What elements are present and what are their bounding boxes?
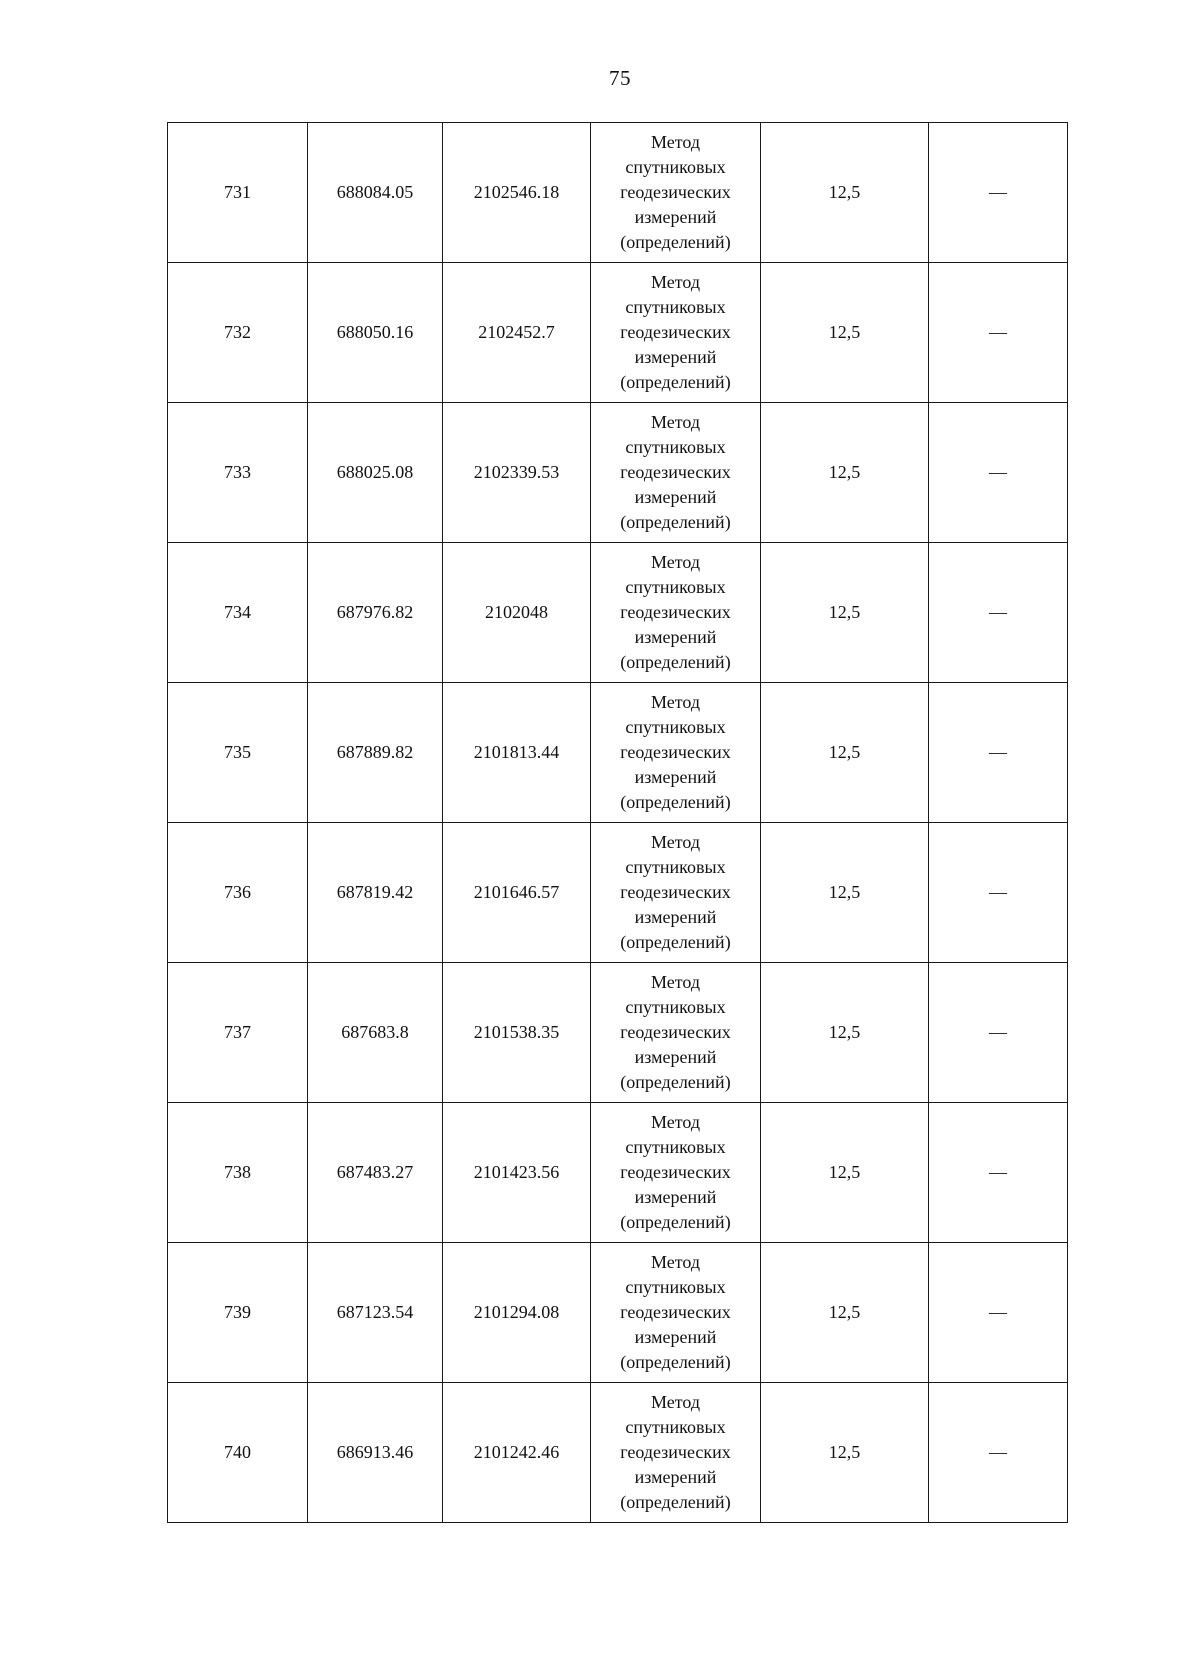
y-coordinate-cell [443,963,591,1103]
description-cell [929,1103,1068,1243]
accuracy-cell [761,823,929,963]
method-cell [591,1103,761,1243]
y-coordinate-cell [443,123,591,263]
y-coordinate-text: 2101646.57 [473,882,560,902]
description-text: — [989,1302,1007,1322]
table-row [168,1383,1068,1523]
point-number-cell [168,263,308,403]
description-cell [929,263,1068,403]
description-cell [929,123,1068,263]
accuracy-cell [761,683,929,823]
y-coordinate-cell [443,823,591,963]
method-text: Метод спутниковых геодезических измерений (определений) [620,832,731,952]
x-coordinate-text: 687123.54 [336,1302,414,1322]
description-cell [929,1243,1068,1383]
accuracy-cell [761,963,929,1103]
point-number-text: 734 [224,602,251,622]
accuracy-text: 12,5 [828,182,861,202]
description-cell [929,1383,1068,1523]
description-cell [929,823,1068,963]
description-cell [929,683,1068,823]
method-text: Метод спутниковых геодезических измерений (определений) [620,1112,731,1232]
description-text: — [989,602,1007,622]
description-text: — [989,1022,1007,1042]
method-cell [591,1243,761,1383]
point-number-text: 738 [224,1162,251,1182]
point-number-cell [168,963,308,1103]
description-cell [929,963,1068,1103]
description-cell [929,543,1068,683]
x-coordinate-text: 688025.08 [336,462,414,482]
x-coordinate-text: 688050.16 [336,322,414,342]
point-number-text: 736 [224,882,251,902]
table-row [168,683,1068,823]
method-text: Метод спутниковых геодезических измерений (определений) [620,132,731,252]
point-number-text: 731 [224,182,251,202]
y-coordinate-text: 2102048 [485,602,548,622]
point-number-cell [168,823,308,963]
method-cell [591,263,761,403]
table-row [168,823,1068,963]
method-text: Метод спутниковых геодезических измерений (определений) [620,412,731,532]
description-text: — [989,462,1007,482]
y-coordinate-text: 2101813.44 [473,742,560,762]
method-cell [591,543,761,683]
point-number-cell [168,543,308,683]
description-cell [929,403,1068,543]
method-cell [591,123,761,263]
method-text: Метод спутниковых геодезических измерений (определений) [620,972,731,1092]
y-coordinate-cell [443,263,591,403]
x-coordinate-cell [308,403,443,543]
method-text: Метод спутниковых геодезических измерений (определений) [620,692,731,812]
method-text: Метод спутниковых геодезических измерений (определений) [620,1252,731,1372]
x-coordinate-text: 687819.42 [336,882,414,902]
method-text: Метод спутниковых геодезических измерений (определений) [620,272,731,392]
point-number-text: 732 [224,322,251,342]
accuracy-text: 12,5 [828,462,861,482]
accuracy-cell [761,263,929,403]
accuracy-text: 12,5 [828,1302,861,1322]
x-coordinate-cell [308,1243,443,1383]
accuracy-text: 12,5 [828,322,861,342]
y-coordinate-text: 2101242.46 [473,1442,560,1462]
accuracy-cell [761,123,929,263]
table-row [168,263,1068,403]
method-text: Метод спутниковых геодезических измерений (определений) [620,552,731,672]
point-number-text: 735 [224,742,251,762]
point-number-cell [168,1243,308,1383]
x-coordinate-text: 687683.8 [341,1022,409,1042]
method-cell [591,963,761,1103]
table-row [168,963,1068,1103]
x-coordinate-cell [308,263,443,403]
x-coordinate-text: 687483.27 [336,1162,414,1182]
y-coordinate-text: 2102546.18 [473,182,560,202]
accuracy-cell [761,403,929,543]
x-coordinate-text: 688084.05 [336,182,414,202]
accuracy-text: 12,5 [828,1162,861,1182]
description-text: — [989,1442,1007,1462]
point-number-cell [168,123,308,263]
accuracy-cell [761,1383,929,1523]
table-row [168,1103,1068,1243]
accuracy-text: 12,5 [828,1022,861,1042]
x-coordinate-cell [308,963,443,1103]
x-coordinate-cell [308,823,443,963]
coordinates-table [167,122,1068,1523]
table-row [168,1243,1068,1383]
y-coordinate-text: 2102339.53 [473,462,560,482]
accuracy-text: 12,5 [828,1442,861,1462]
point-number-text: 739 [224,1302,251,1322]
table-row [168,123,1068,263]
y-coordinate-cell [443,683,591,823]
table-row [168,543,1068,683]
x-coordinate-text: 687976.82 [336,602,414,622]
y-coordinate-cell [443,1103,591,1243]
y-coordinate-text: 2101294.08 [473,1302,560,1322]
x-coordinate-cell [308,543,443,683]
x-coordinate-cell [308,683,443,823]
description-text: — [989,882,1007,902]
accuracy-text: 12,5 [828,882,861,902]
x-coordinate-cell [308,1103,443,1243]
x-coordinate-cell [308,1383,443,1523]
y-coordinate-cell [443,403,591,543]
method-cell [591,683,761,823]
point-number-cell [168,1383,308,1523]
y-coordinate-cell [443,543,591,683]
page-number: 75 [609,66,631,90]
accuracy-cell [761,1243,929,1383]
y-coordinate-cell [443,1243,591,1383]
x-coordinate-text: 687889.82 [336,742,414,762]
accuracy-cell [761,1103,929,1243]
description-text: — [989,182,1007,202]
y-coordinate-cell [443,1383,591,1523]
point-number-cell [168,1103,308,1243]
method-cell [591,403,761,543]
point-number-text: 733 [224,462,251,482]
point-number-cell [168,683,308,823]
point-number-text: 740 [224,1442,251,1462]
table-body [168,123,1068,1523]
method-cell [591,1383,761,1523]
x-coordinate-cell [308,123,443,263]
method-text: Метод спутниковых геодезических измерений (определений) [620,1392,731,1512]
y-coordinate-text: 2102452.7 [478,322,555,342]
y-coordinate-text: 2101423.56 [473,1162,560,1182]
y-coordinate-text: 2101538.35 [473,1022,560,1042]
description-text: — [989,1162,1007,1182]
description-text: — [989,742,1007,762]
accuracy-text: 12,5 [828,742,861,762]
table-row [168,403,1068,543]
x-coordinate-text: 686913.46 [336,1442,414,1462]
method-cell [591,823,761,963]
point-number-text: 737 [224,1022,251,1042]
accuracy-cell [761,543,929,683]
accuracy-text: 12,5 [828,602,861,622]
point-number-cell [168,403,308,543]
description-text: — [989,322,1007,342]
